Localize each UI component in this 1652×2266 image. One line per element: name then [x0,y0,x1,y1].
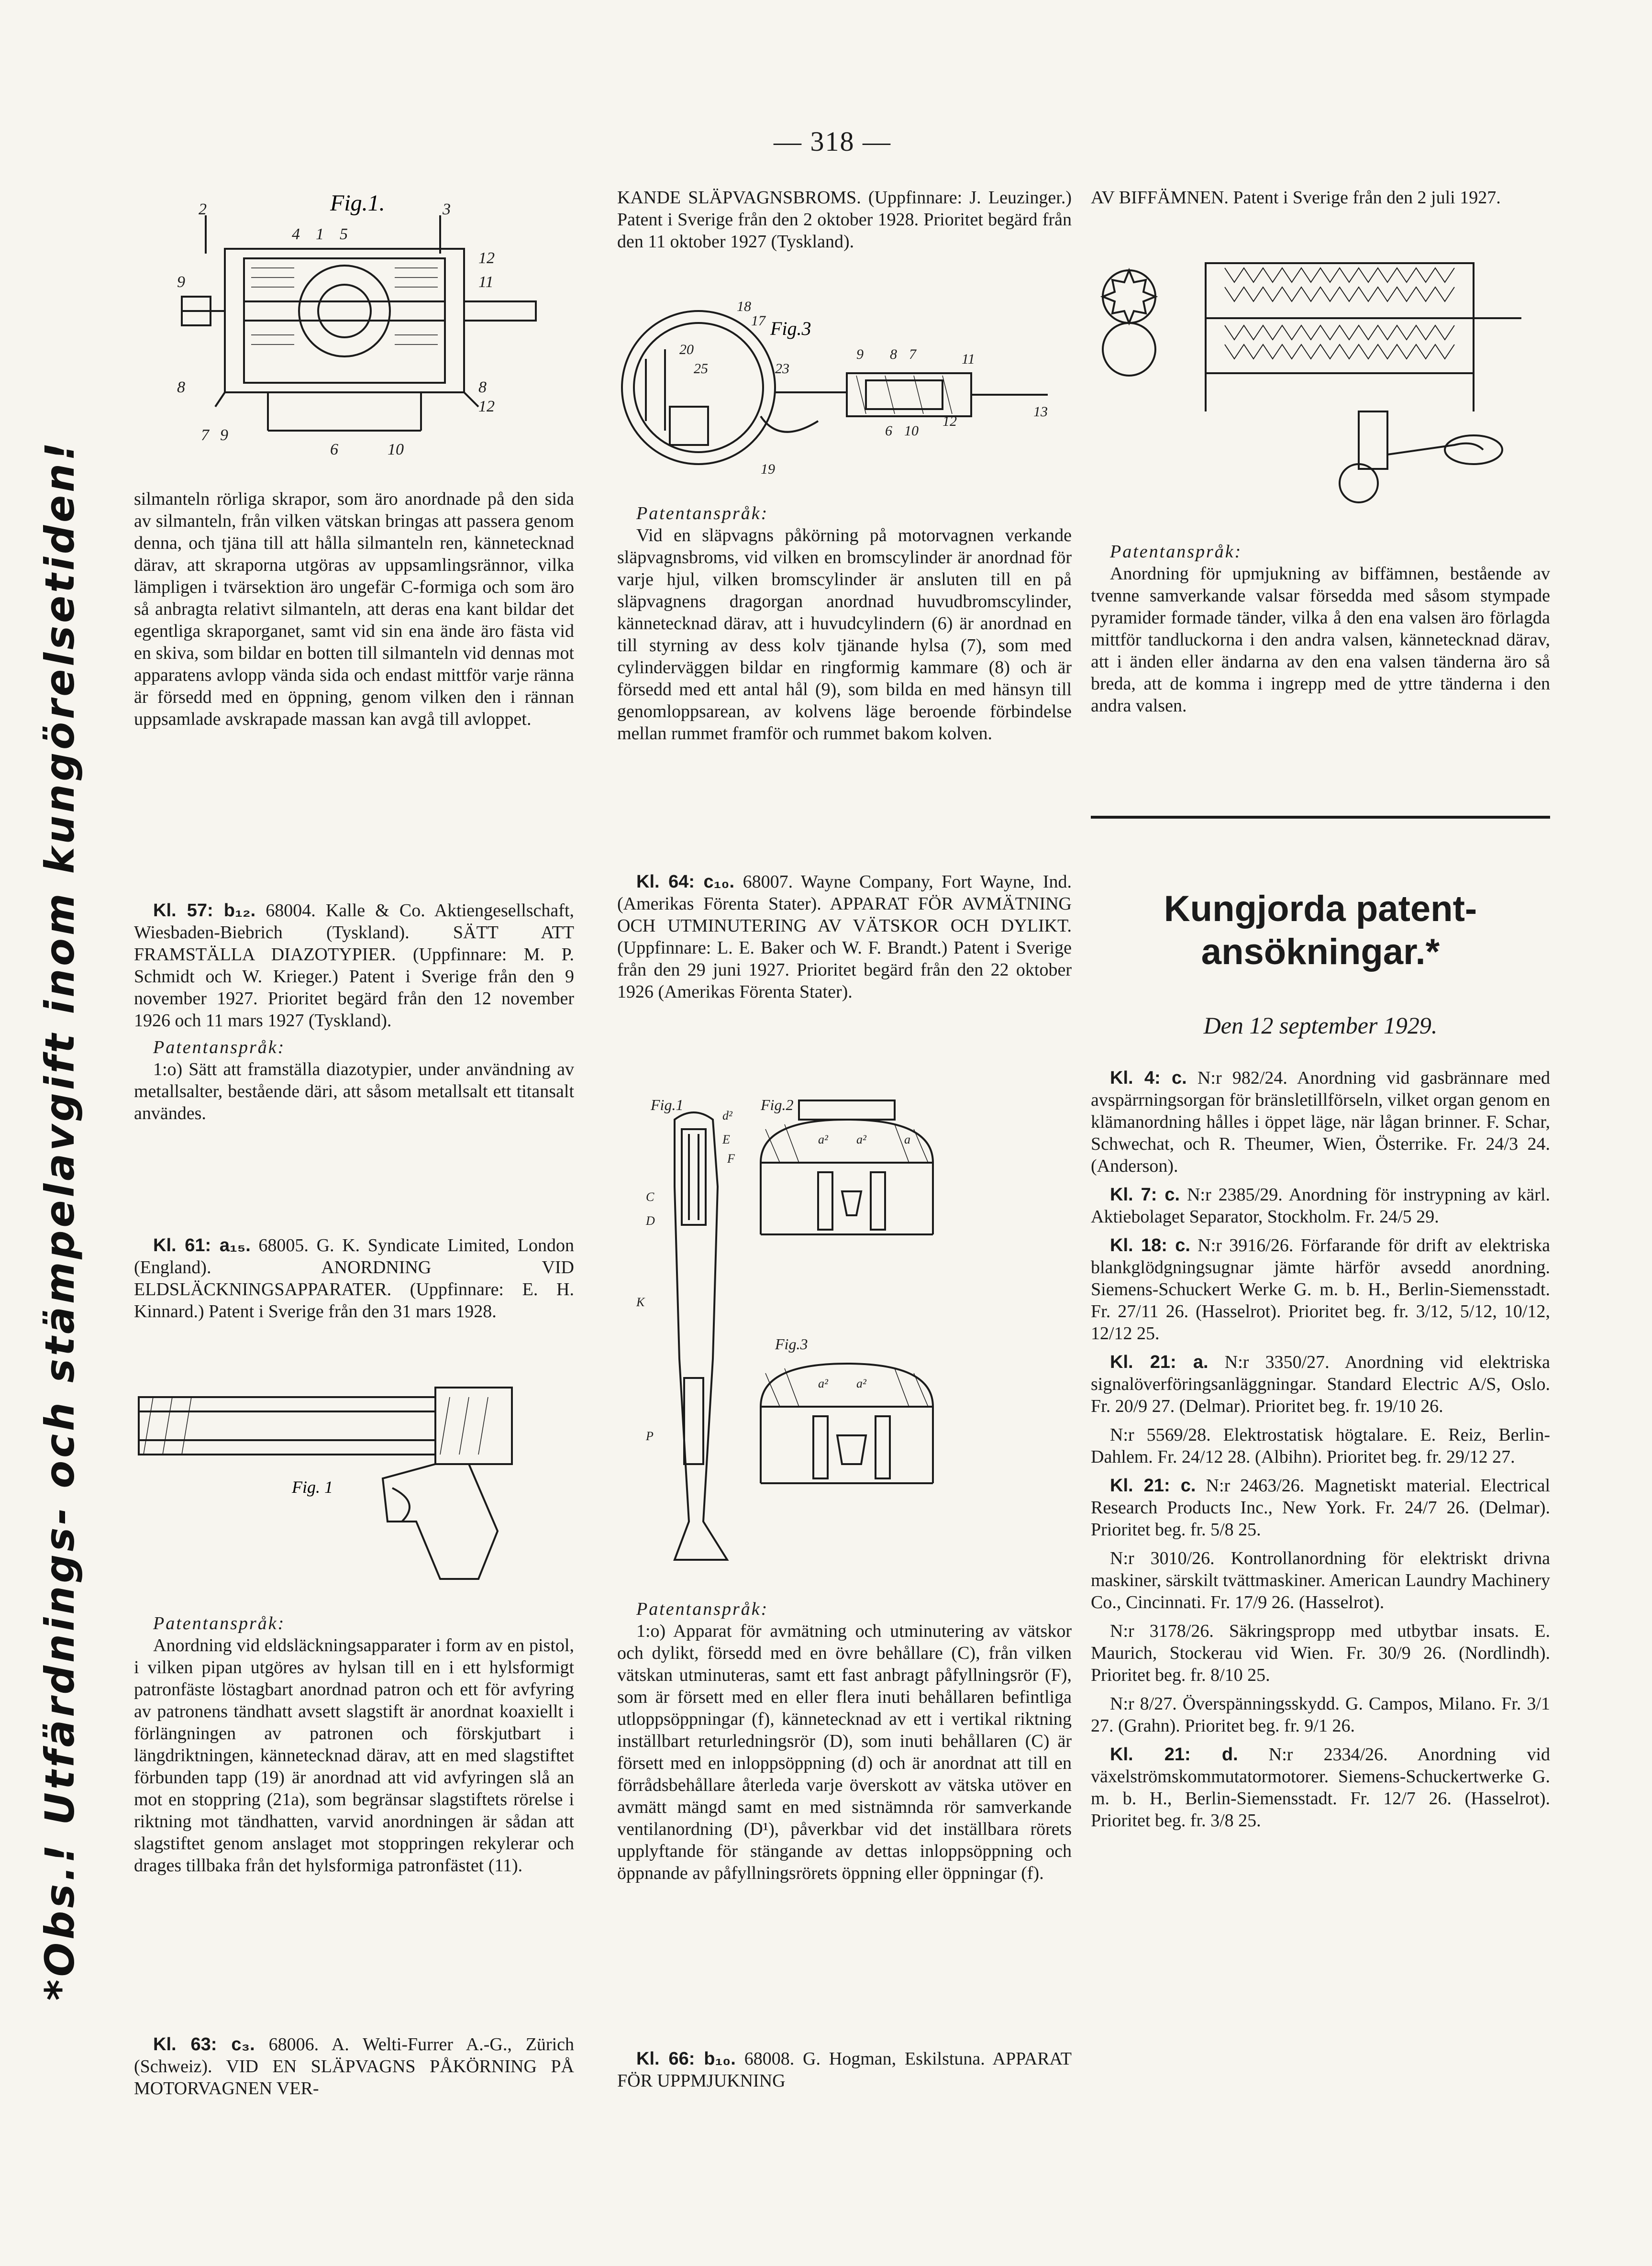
svg-text:11: 11 [478,273,494,291]
application-entry: Kl. 4: c. N:r 982/24. Anordning vid gasbrännare med avspärrningsorgan för bränsletillförseln, vilket organ genom en klämanordning hålles i öppet läge, när lågan brinner. F. Schar, Schwechat, och R. Theumer, Wien, Österrike. Fr. 24/3 24. (Anderson). [1091,1068,1551,1176]
brake-claim-block [617,502,1072,744]
svg-text:8: 8 [478,378,487,396]
brake-drawing [617,292,1072,493]
col2-patentansprak-2: Patentanspråk: [636,1599,769,1619]
kl66-head: Kl. 66: b₁₀. [636,2049,736,2069]
patentansprak-label-2: Patentanspråk: [153,1613,286,1633]
svg-text:9: 9 [220,426,228,444]
application-entry: Kl. 21: a. N:r 3350/27. Anordning vid elektriska signalöverföringsanläggningar. Standard Electric A/S, Oslo. Fr. 20/9 27. (Delmar). Prioritet beg. fr. 19/10 26. [1091,1352,1550,1416]
figure-strainer [172,182,555,464]
biff-claim: Anordning för upmjukning av biffämnen, bestående av tvenne samverkande valsar försedda med såsom stympade pyramider formade tänder, vilka å den ena valsen äro förlagda mittför tandluckorna i den andra valsen, kännetecknad därav, att i änden eller ändarna av den ena valsen tänderna äro så breda, att de komma i ingrepp med de yttre tänderna i den andra valsen. [1091,564,1550,716]
application-entry: N:r 3010/26. Kontrollanordning för elektriskt drivna maskiner, särskilt tvättmaskiner. American Laundry Machinery Co., Cincinnati. Fr. 17/9 26. (Hasselrot). [1091,1548,1550,1612]
application-entry: N:r 3178/26. Säkringspropp med utbytbar insats. E. Maurich, Stockerau vid Wien. Fr. 30/9 26. (Nordlindh). Prioritet beg. fr. 8/10 25. [1091,1621,1550,1685]
application-list [1091,1067,1550,1838]
kl61-claim: Anordning vid eldsläckningsapparater i form av en pistol, i vilken pipan utgöres av hylsan till en i ett hylsformigt patronfäste löstagbart anordnad patron och ett för avfyring av patronens tändhatt avsett slagstift är anordnat koaxiellt i förlängningen av patronen och förskjutbart i längdriktningen, kännetecknad därav, att en med slagstiftet förbunden tapp (19) är anordnad att vid avfyringen slå an mot en stoppring (21a), som begränsar slagstiftets rörelse i riktning mot tändhatten, varvid anordningen är sådan att slagstiftet genom anslaget mot stoppringen rekylerar och drages tillbaka från det hylsformiga patronfästet (11). [134,1635,574,1876]
figure-tenderizer [1091,254,1550,522]
application-entry: N:r 5569/28. Elektrostatisk högtalare. E. Reiz, Berlin-Dahlem. Fr. 24/12 28. (Albihn). Prioritet beg. fr. 29/12 27. [1091,1425,1550,1467]
pistol-drawing [134,1378,574,1593]
sidebar-notice [14,335,105,2105]
svg-text:9: 9 [177,273,185,291]
pump-drawing [617,1091,1072,1588]
section-heading [1091,888,1550,974]
svg-text:6: 6 [330,441,338,458]
brake-fig-label: Fig.3 [770,318,811,339]
svg-text:a²: a² [818,1377,828,1390]
svg-text:7: 7 [201,426,209,444]
svg-text:1: 1 [316,225,324,243]
svg-text:2: 2 [199,200,207,218]
svg-text:10: 10 [904,423,919,439]
svg-text:D: D [646,1214,655,1228]
svg-text:12: 12 [478,398,495,415]
svg-text:K: K [636,1295,645,1309]
application-entry: Kl. 7: c. N:r 2385/29. Anordning för instrypning av kärl. Aktiebolaget Separator, Stockholm. Fr. 24/5 29. [1091,1185,1551,1227]
strainer-drawing [172,182,555,464]
figure-pistol [134,1378,574,1593]
kl57-text: 68004. Kalle & Co. Aktiengesellschaft, Wiesbaden-Biebrich (Tyskland). SÄTT ATT FRAMSTÄLLA DIAZOTYPIER. (Uppfinnare: M. P. Schmidt och W. Krieger.) Patent i Sverige från den 9 november 1927. Prioritet begärd från den 12 november 1926 och 11 mars 1927 (Tyskland). [134,900,575,1031]
svg-text:5: 5 [340,225,348,243]
svg-text:a²: a² [818,1133,828,1146]
svg-text:12: 12 [942,413,957,429]
brake-claim: Vid en släpvagns påkörning på motorvagnen verkande släpvagnsbroms, vid vilken en bromscylinder är anordnad för varje hjul, vilken bromscylinder är ansluten till en på släpvagnens dragorgan anordnad huvudbromscylinder, kännetecknad därav, att i huvudcylindern (6) är anordnad en till styrning av dess kolv tjänande hylsa (7), som med cylinderväggen bildar en ringformig kammare (8) och är försedd med ett antal hål (9), som bilda en med hänsyn till genomloppsarean, av kolvens läge beroende förbindelse mellan rummet framför och rummet bakom kolven. [617,525,1072,744]
pump-fig2-label: Fig.2 [761,1096,794,1113]
kl63-head: Kl. 63: c₃. [153,2034,255,2055]
kl64-head: Kl. 64: c₁₀. [636,872,735,892]
kl57-claim: 1:o) Sätt att framställa diazotypier, under användning av metallsalter, bestående däri, att såsom metallsalt ett titansalt användes. [134,1059,574,1123]
svg-text:a²: a² [856,1133,866,1146]
biff-claim-block [1091,541,1550,717]
strainer-claim-text: silmanteln rörliga skrapor, som äro anordnade på den sida av silmanteln, från vilken vätskan bringas att passera genom denna, och tjäna till att hålla silmanteln ren, kännetecknad därav, att skraporna utgöras av uppsamlingsrännor, vilka lämpligen i tvärsektion äro ungefär C-formiga och som äro så anbragta relativt silmanteln, att deras ena kant bildar det egentliga skraporganet, samt vid sin ena ände äro fästa vid en skiva, som bildar en botten till silmanteln vid dennas mot apparatens avlopp vända sida och endast mittför varje ränna är försedd med en öppning, genom vilken den i rännan uppsamlade avskrapade massan kan avgå till avloppet. [134,489,574,729]
svg-text:7: 7 [909,346,916,362]
col2-patentansprak-1: Patentanspråk: [636,503,769,523]
svg-text:25: 25 [694,361,708,377]
application-entry: Kl. 18: c. N:r 3916/26. Förfarande för drift av elektriska blankglödgningsugnar jämte härför avsedd anordning. Siemens-Schuckert Werke G. m. b. H., Berlin-Siemensstadt. Fr. 27/11 26. (Hasselrot). Prioritet beg. fr. 3/12, 5/12, 10/12, 12/12 25. [1091,1235,1550,1344]
sidebar-notice-text: *Obs.! Utfärdnings- och stämpelavgift inom kungörelsetiden! [36,439,83,2001]
svg-text:10: 10 [388,441,404,458]
section-divider [1091,816,1550,819]
biff-entry-text: AV BIFFÄMNEN. Patent i Sverige från den 2 juli 1927. [1091,188,1501,208]
heading-line-1: Kungjorda patent- [1164,889,1477,929]
svg-text:19: 19 [761,461,775,477]
svg-text:P: P [646,1429,654,1443]
entry-kl57 [134,900,574,1124]
svg-text:20: 20 [679,342,694,357]
pump-fig3-label: Fig.3 [775,1335,808,1353]
patentansprak-label-1: Patentanspråk: [153,1037,286,1057]
kl63-text: 68006. A. Welti-Furrer A.-G., Zürich (Schweiz). VID EN SLÄPVAGNS PÅKÖRNING PÅ MOTORVAGNEN VER- [134,2034,575,2099]
entry-kl64 [617,871,1072,1003]
svg-text:6: 6 [885,423,892,439]
svg-text:3: 3 [443,200,451,218]
entry-kl63 [134,2033,574,2099]
biff-entry-top [1091,187,1550,209]
svg-text:d²: d² [722,1109,732,1122]
pump-fig1-label: Fig.1 [651,1096,684,1113]
fig1-label: Fig.1. [330,190,385,216]
svg-text:8: 8 [890,346,897,362]
svg-text:C: C [646,1190,654,1204]
entry-kl61 [134,1234,574,1322]
svg-text:8: 8 [177,378,185,396]
entry-kl66 [617,2048,1072,2092]
pump-claim-block [617,1598,1072,1884]
svg-text:4: 4 [292,225,300,243]
svg-text:17: 17 [751,313,765,329]
svg-text:13: 13 [1033,404,1048,420]
brake-entry-top [617,187,1072,253]
svg-text:9: 9 [856,346,864,362]
kl66-text: 68008. G. Hogman, Eskilstuna. APPARAT FÖR UPPMJUKNING [617,2049,1072,2091]
kl61-head: Kl. 61: a₁₅. [153,1235,251,1255]
svg-text:a: a [904,1133,910,1146]
svg-text:a²: a² [856,1377,866,1390]
kl57-head: Kl. 57: b₁₂. [153,900,256,921]
svg-text:E: E [722,1133,730,1146]
svg-text:11: 11 [962,351,975,367]
application-entry: Kl. 21: c. N:r 2463/26. Magnetiskt material. Electrical Research Products Inc., New York. Fr. 24/7 26. (Delmar). Prioritet beg. fr. 5/8 25. [1091,1476,1550,1540]
heading-line-2: ansökningar.* [1201,932,1440,972]
svg-text:18: 18 [737,299,751,314]
svg-text:23: 23 [775,361,789,377]
application-entry: N:r 8/27. Överspänningsskydd. G. Campos, Milano. Fr. 3/1 27. (Grahn). Prioritet beg. fr. 9/1 26. [1091,1694,1550,1736]
page-number: — 318 — [774,126,891,157]
svg-text:12: 12 [478,249,495,267]
figure-brake [617,292,1072,493]
svg-text:F: F [727,1152,735,1166]
application-entry: Kl. 21: d. N:r 2334/26. Anordning vid växelströmskommutatormotorer. Siemens-Schuckertwerke G. m. b. H., Berlin-Siemensstadt. Fr. 12/7 26. (Hasselrot). Prioritet beg. fr. 3/8 25. [1091,1744,1551,1831]
strainer-claim-continuation [134,488,574,730]
col3-patentansprak: Patentanspråk: [1110,542,1242,562]
kl64-text: 68007. Wayne Company, Fort Wayne, Ind. (Amerikas Förenta Stater). APPARAT FÖR AVMÄTNING OCH UTMINUTERING AV VÄTSKOR OCH DYLIKT. (Uppfinnare: L. E. Baker och W. F. Brandt.) Patent i Sverige från den 29 juni 1927. Prioritet begärd från den 22 oktober 1926 (Amerikas Förenta Stater). [617,872,1072,1002]
kl61-text: 68005. G. K. Syndicate Limited, London (England). ANORDNING VID ELDSLÄCKNINGSAPPARATER. (Uppfinnare: E. H. Kinnard.) Patent i Sverige från den 31 mars 1928. [134,1235,574,1322]
pistol-fig-label: Fig. 1 [292,1477,333,1497]
publication-date: Den 12 september 1929. [1203,1012,1438,1039]
brake-entry-text: KANDE SLÄPVAGNSBROMS. (Uppfinnare: J. Leuzinger.) Patent i Sverige från den 2 oktober 1928. Prioritet begärd från den 11 oktober 1927 (Tyskland). [617,188,1072,252]
entry-kl61-claim [134,1612,574,1877]
figure-pump [617,1091,1072,1588]
pump-claim: 1:o) Apparat för avmätning och utminutering av vätskor och dylikt, försedd med en övre behållare (C), från vilken vätskan utminuteras, samt ett fast anbragt påfyllningsrör (F), som är försett med en eller flera inuti behållaren befintliga utloppsöppningar (f), kännetecknad av ett i vertikal riktning inställbart returledningsrör (D), som inuti behållaren (C) är försett med en inloppsöppning (d) och är anordnat att till en förrådsbehållare återleda varje överskott av vätska utöver en avmätt mängd samt en med sistnämnda rör samverkande ventilanordning (D¹), påverkbar vid det inställbara rörets upplyftande för stängande av dettas inloppsöppning och öppnande av påfyllningsrörets öppning eller öppningar (f). [617,1621,1072,1883]
tenderizer-drawing [1091,254,1550,522]
